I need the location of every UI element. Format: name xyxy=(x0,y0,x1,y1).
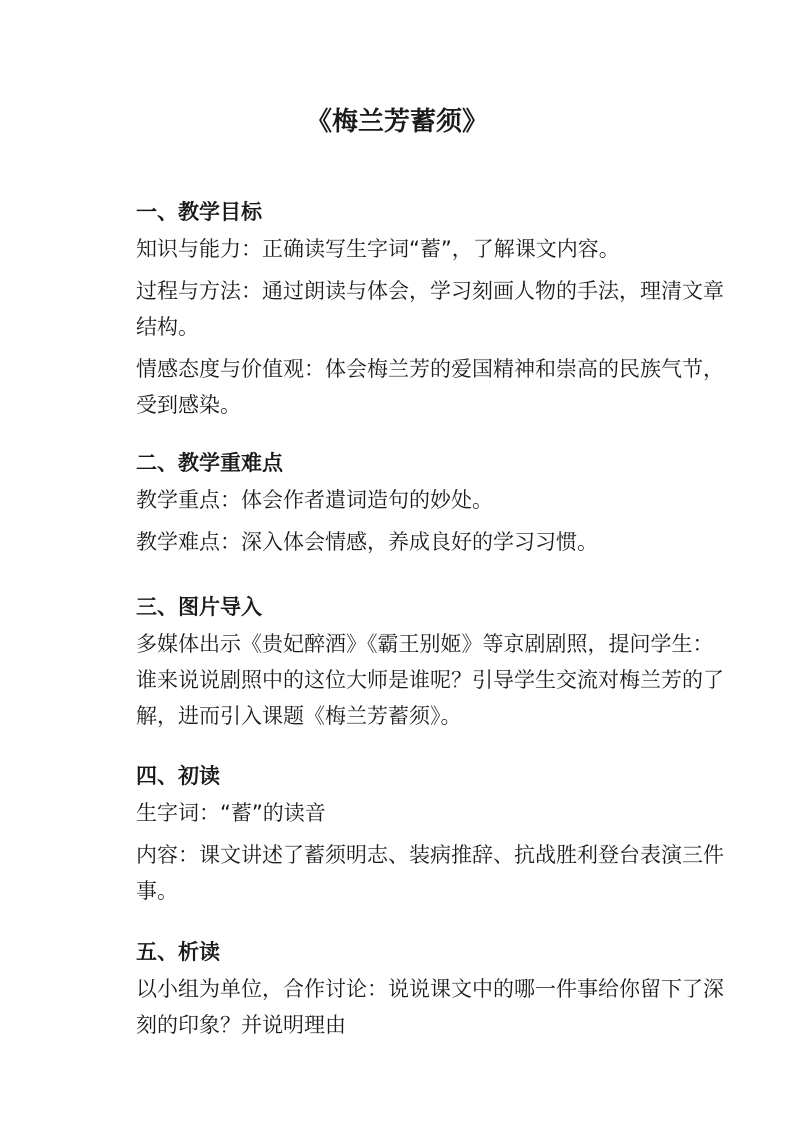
paragraph-content: 内容：课文讲述了蓄须明志、装病推辞、抗战胜利登台表演三件事。 xyxy=(136,843,724,903)
section-key-difficult-points xyxy=(136,448,726,560)
section-analysis-reading xyxy=(136,937,726,1043)
paragraph-process-method: 过程与方法：通过朗读与体会，学习刻画人物的手法，理清文章结构。 xyxy=(136,279,724,339)
document-title: 《梅兰芳蓄须》 xyxy=(305,107,488,137)
paragraph-new-words: 生字词：“蓄”的读音 xyxy=(136,801,326,825)
paragraph-knowledge-ability: 知识与能力：正确读写生字词“蓄”，了解课文内容。 xyxy=(136,237,620,261)
section-picture-intro xyxy=(136,592,726,734)
section-first-reading xyxy=(136,761,726,909)
section-heading: 五、析读 xyxy=(136,940,220,964)
paragraph-key-point: 教学重点：体会作者遣词造句的妙处。 xyxy=(136,488,493,512)
paragraph-emotion-values: 情感态度与价值观：体会梅兰芳的爱国精神和崇高的民族气节，受到感染。 xyxy=(136,357,724,417)
paragraph-intro: 多媒体出示《贵妃醉酒》《霸王别姬》等京剧剧照，提问学生：谁来说说剧照中的这位大师是谁呢？引导学生交流对梅兰芳的了解，进而引入课题《梅兰芳蓄须》。 xyxy=(136,632,724,728)
paragraph-discussion: 以小组为单位，合作讨论：说说课文中的哪一件事给你留下了深刻的印象？并说明理由 xyxy=(136,977,724,1037)
paragraph-difficult-point: 教学难点：深入体会情感，养成良好的学习习惯。 xyxy=(136,530,598,554)
section-heading: 一、教学目标 xyxy=(136,200,262,224)
section-heading: 四、初读 xyxy=(136,764,220,788)
section-heading: 二、教学重难点 xyxy=(136,451,283,475)
section-heading: 三、图片导入 xyxy=(136,595,262,619)
section-teaching-goals xyxy=(136,197,726,423)
